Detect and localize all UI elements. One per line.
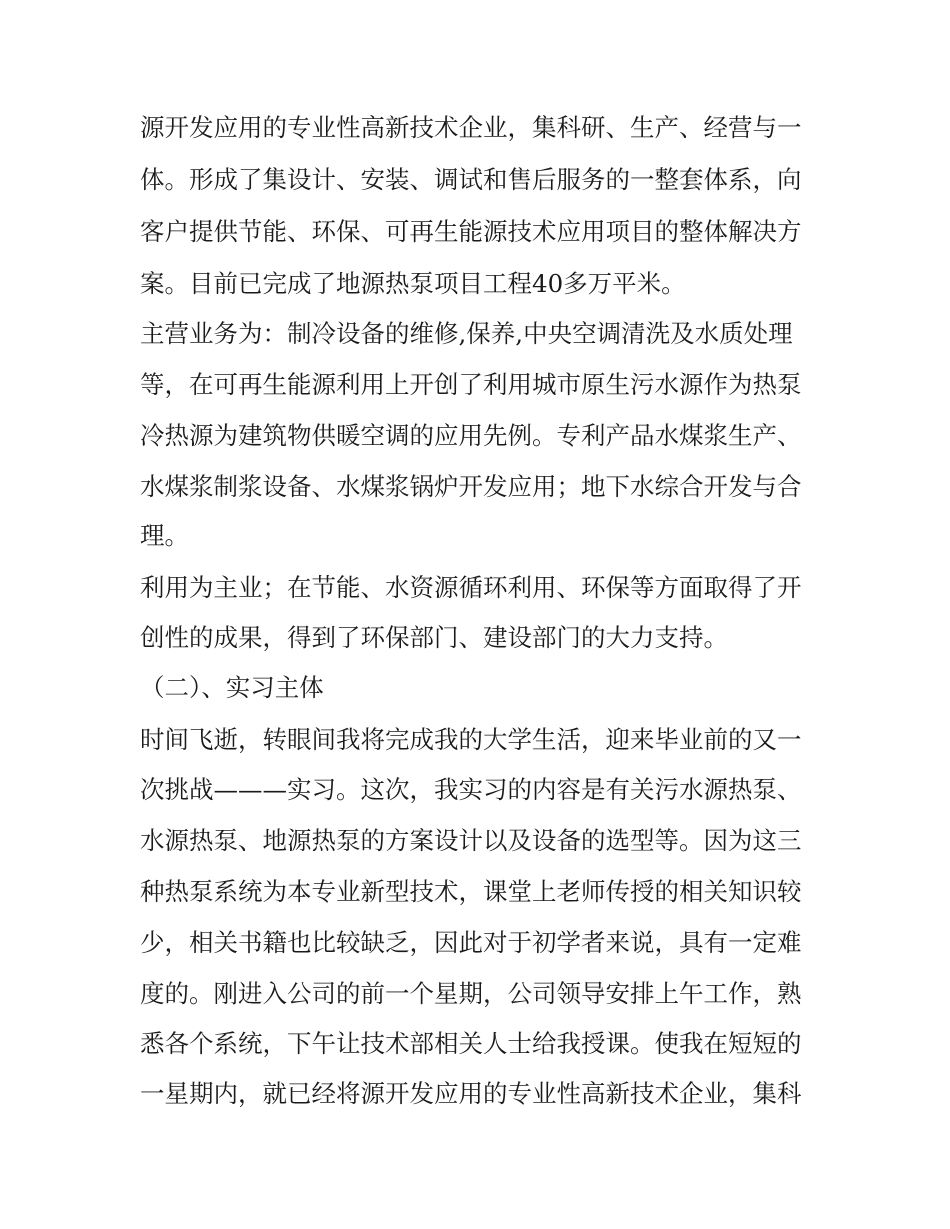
- text-line: 主营业务为：制冷设备的维修,保养,中央空调清洗及水质处理: [140, 319, 793, 348]
- text-line: 客户提供节能、环保、可再生能源技术应用项目的整体解决方: [140, 217, 802, 246]
- text-line: 案。目前已完成了地源热泵项目工程40多万平米。: [140, 269, 686, 298]
- text-line: 源开发应用的专业性高新技术企业，集科研、生产、经营与一: [140, 113, 802, 142]
- text-line: 体。形成了集设计、安装、调试和售后服务的一整套体系，向: [140, 165, 802, 194]
- text-line: 种热泵系统为本专业新型技术，课堂上老师传授的相关知识较: [140, 877, 802, 906]
- text-line: 一星期内，就已经将源开发应用的专业性高新技术企业，集科: [140, 1079, 802, 1108]
- text-line: 少，相关书籍也比较缺乏，因此对于初学者来说，具有一定难: [140, 928, 802, 957]
- text-line: 利用为主业；在节能、水资源循环利用、环保等方面取得了开: [140, 573, 802, 602]
- text-line: 理。: [140, 521, 189, 550]
- section-heading: （二）、实习主体: [140, 673, 324, 702]
- text-line: 水源热泵、地源热泵的方案设计以及设备的选型等。因为这三: [140, 826, 802, 855]
- text-line: 冷热源为建筑物供暖空调的应用先例。专利产品水煤浆生产、: [140, 421, 802, 450]
- text-line: 水煤浆制浆设备、水煤浆锅炉开发应用；地下水综合开发与合: [140, 472, 802, 501]
- text-line: 创性的成果，得到了环保部门、建设部门的大力支持。: [140, 623, 728, 652]
- text-line: 度的。刚进入公司的前一个星期，公司领导安排上午工作，熟: [140, 979, 802, 1008]
- text-line: 次挑战———实习。这次，我实习的内容是有关污水源热泵、: [140, 775, 802, 804]
- text-line: 时间飞逝，转眼间我将完成我的大学生活，迎来毕业前的又一: [140, 725, 802, 754]
- text-line: 等，在可再生能源利用上开创了利用城市原生污水源作为热泵: [140, 370, 802, 399]
- text-line: 悉各个系统，下午让技术部相关人士给我授课。使我在短短的: [140, 1029, 802, 1058]
